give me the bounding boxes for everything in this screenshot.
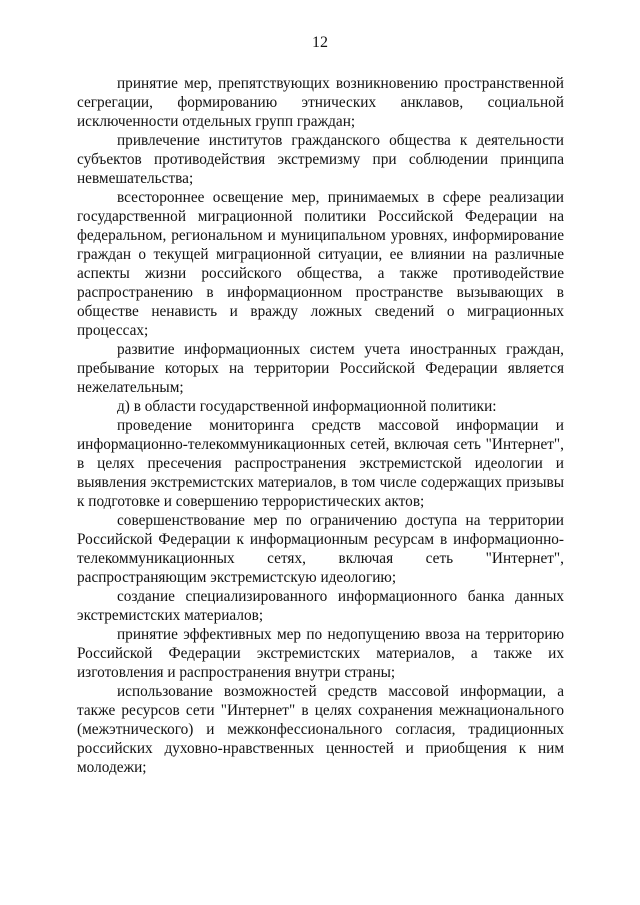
paragraph-4: развитие информационных систем учета иностранных граждан, пребывание которых на территории Российской Федерации является нежелательным; <box>77 341 564 396</box>
paragraph-8: создание специализированного информационного банка данных экстремистских материалов; <box>77 588 564 624</box>
page-number: 12 <box>312 34 328 51</box>
paragraph-6: проведение мониторинга средств массовой информации и информационно-телекоммуникационных сетей, включая сеть "Интернет", в целях пресечения распространения экстремистской идеологии и выявления экстремистских материалов, в том числе содержащих призывы к подготовке и совершению террористических актов; <box>77 417 564 510</box>
paragraph-10: использование возможностей средств массовой информации, а также ресурсов сети "Интернет" в целях сохранения межнационального (межэтнического) и межконфессионального согласия, традиционных российских духовно-нравственных ценностей и приобщения к ним молодежи; <box>77 683 564 776</box>
paragraph-7: совершенствование мер по ограничению доступа на территории Российской Федерации к информационным ресурсам в информационно-телекоммуникационных сетях, включая сеть "Интернет", распространяющим экстремистскую идеологию; <box>77 512 564 586</box>
paragraph-2: привлечение институтов гражданского общества к деятельности субъектов противодействия экстремизму при соблюдении принципа невмешательства; <box>77 132 564 187</box>
section-heading-d: д) в области государственной информационной политики: <box>117 398 497 415</box>
document-body <box>77 74 564 777</box>
paragraph-1: принятие мер, препятствующих возникновению пространственной сегрегации, формированию этнических анклавов, социальной исключенности отдельных групп граждан; <box>77 75 564 130</box>
paragraph-9: принятие эффективных мер по недопущению ввоза на территорию Российской Федерации экстремистских материалов, а также их изготовления и распространения внутри страны; <box>77 626 564 681</box>
paragraph-3: всестороннее освещение мер, принимаемых в сфере реализации государственной миграционной политики Российской Федерации на федеральном, региональном и муниципальном уровнях, информирование граждан о текущей миграционной ситуации, ее влиянии на различные аспекты жизни российского общества, а также противодействие распространению в информационном пространстве вызывающих в обществе ненависть и вражду ложных сведений о миграционных процессах; <box>77 189 564 339</box>
